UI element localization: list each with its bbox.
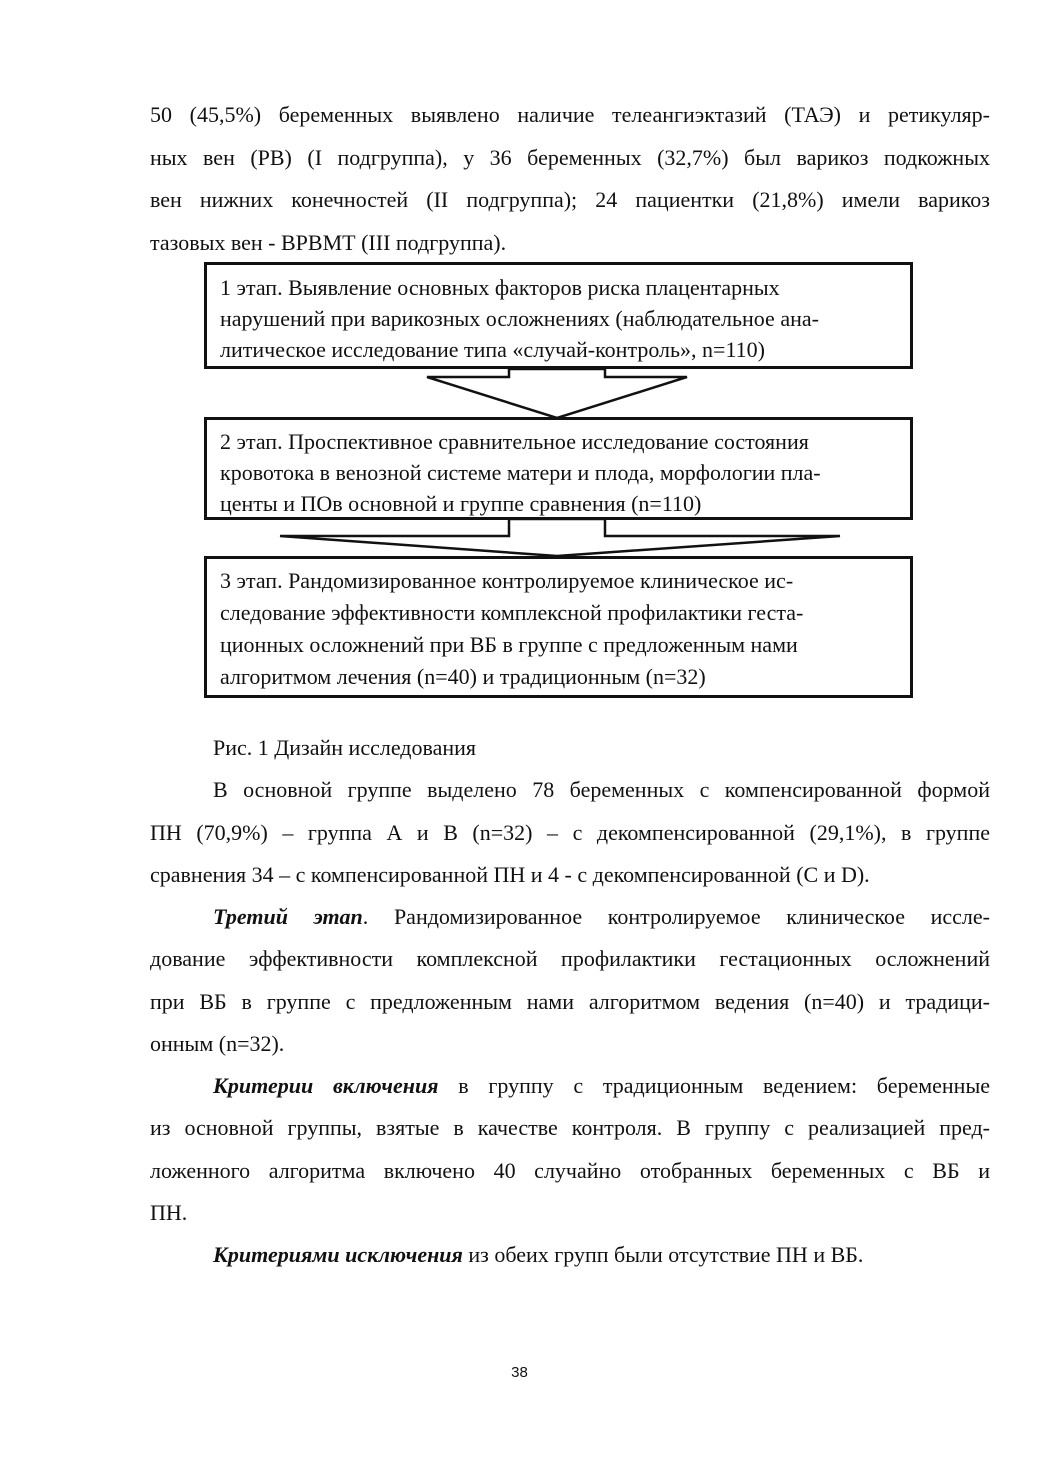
stage-1-line-3: литическое исследование типа «случай-контроль», n=110) bbox=[220, 337, 765, 362]
para4-line-1-rest: из обеих групп были отсутствие ПН и ВБ. bbox=[462, 1242, 864, 1267]
para2-line-1 bbox=[213, 903, 990, 931]
stage-2-line-2: кровотока в венозной системе матери и плода, морфологии пла- bbox=[220, 460, 821, 485]
para3-line-3: ложенного алгоритма включено 40 случайно отобранных беременных с ВБ и bbox=[150, 1158, 990, 1183]
para4-term: Критериями исключения bbox=[213, 1242, 463, 1267]
intro-line-2: ных вен (РВ) (I подгруппа), у 36 беременных (32,7%) был варикоз подкожных bbox=[150, 145, 990, 170]
para1-line-1: В основной группе выделено 78 беременных с компенсированной формой bbox=[213, 777, 990, 802]
stage-2-line-1: 2 этап. Проспективное сравнительное исследование состояния bbox=[220, 429, 809, 454]
stage-1-box bbox=[204, 262, 913, 369]
stage-3-line-3: ционных осложнений при ВБ в группе с предложенным нами bbox=[220, 632, 798, 657]
stage-3-box bbox=[204, 556, 913, 698]
para2-line-2: дование эффективности комплексной профилактики гестационных осложнений bbox=[150, 946, 990, 971]
stage-3-line-4: алгоритмом лечения (n=40) и традиционным (n=32) bbox=[220, 664, 706, 689]
arrow-stage2-to-stage3 bbox=[280, 519, 840, 556]
stage-3-line-1: 3 этап. Рандомизированное контролируемое клиническое ис- bbox=[220, 568, 794, 593]
para3-line-1-rest: в группу с традиционным ведением: беременные bbox=[438, 1073, 991, 1098]
para4-line-1 bbox=[213, 1241, 863, 1269]
para3-line-4: ПН. bbox=[150, 1200, 188, 1225]
intro-line-3: вен нижних конечностей (II подгруппа); 24 пациентки (21,8%) имели варикоз bbox=[150, 187, 990, 212]
intro-line-4: тазовых вен - ВРВМТ (III подгруппа). bbox=[150, 230, 507, 255]
page-number: 38 bbox=[511, 1364, 528, 1381]
stage-2-box bbox=[204, 417, 913, 520]
para3-line-2: из основной группы, взятые в качестве контроля. В группу с реализацией пред- bbox=[150, 1115, 990, 1140]
stage-1-line-1: 1 этап. Выявление основных факторов риска плацентарных bbox=[220, 275, 780, 300]
stage-2-line-3: центы и ПОв основной и группе сравнения (n=110) bbox=[220, 491, 702, 516]
para2-line-1-rest: . Рандомизированное контролируемое клиническое иссле- bbox=[362, 904, 990, 929]
para2-line-4: онным (n=32). bbox=[150, 1031, 285, 1056]
stage-3-line-2: следование эффективности комплексной профилактики геста- bbox=[220, 600, 804, 625]
para3-line-1 bbox=[213, 1072, 990, 1100]
para1-line-3: сравнения 34 – с компенсированной ПН и 4 - с декомпенсированной (C и D). bbox=[150, 862, 870, 887]
figure-caption: Рис. 1 Дизайн исследования bbox=[213, 735, 477, 760]
para2-term: Третий этап bbox=[213, 904, 363, 929]
arrow-stage1-to-stage2 bbox=[427, 369, 687, 418]
para3-term: Критерии включения bbox=[213, 1073, 439, 1098]
para2-line-3: при ВБ в группе с предложенным нами алгоритмом ведения (n=40) и традици- bbox=[150, 989, 990, 1014]
intro-line-1: 50 (45,5%) беременных выявлено наличие телеангиэктазий (ТАЭ) и ретикуляр- bbox=[150, 102, 990, 127]
para1-line-2: ПН (70,9%) – группа А и В (n=32) – с декомпенсированной (29,1%), в группе bbox=[150, 820, 990, 845]
stage-1-line-2: нарушений при варикозных осложнениях (наблюдательное ана- bbox=[220, 306, 819, 331]
